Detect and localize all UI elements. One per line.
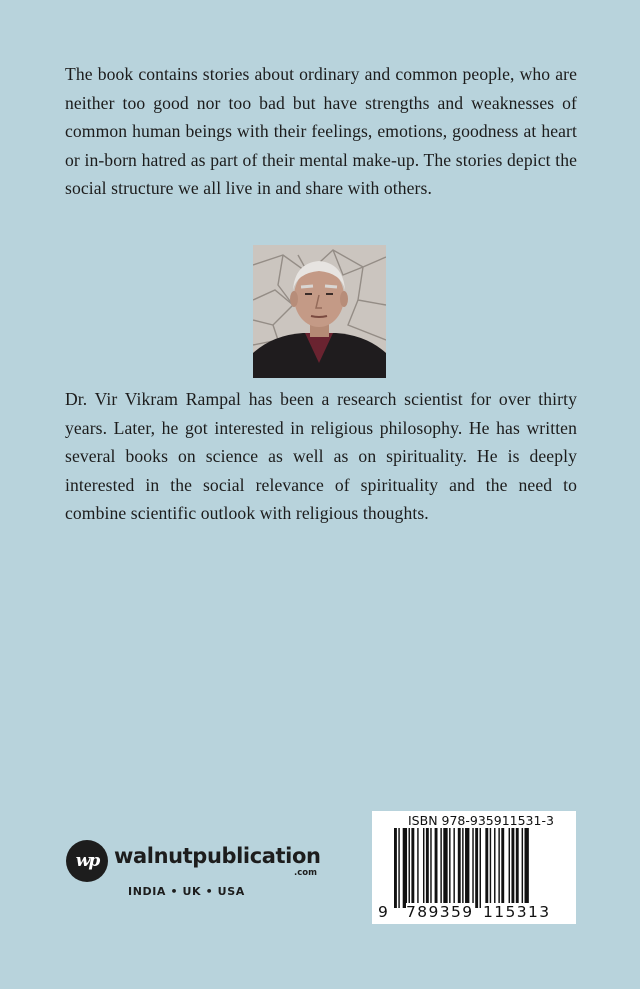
publisher-domain: .com <box>294 868 317 878</box>
barcode-digits-left: 789359 <box>406 903 474 921</box>
publisher-name: walnutpublication <box>114 844 321 868</box>
publisher-block <box>66 840 336 910</box>
publisher-logo-icon: wp <box>66 840 108 882</box>
publisher-locations: INDIA • UK • USA <box>128 885 245 898</box>
author-photo <box>253 245 386 378</box>
barcode-bars <box>394 828 568 908</box>
book-blurb: The book contains stories about ordinary and common people, who are neither too good nor too bad but have strengths and weaknesses of common human beings with their feelings, emotions, goodness at heart or in-born hatred as part of their mental make-up. The stories depict the social structure we all live in and share with others. <box>65 64 577 198</box>
isbn-label: ISBN 978-935911531-3 <box>408 813 554 828</box>
author-bio: Dr. Vir Vikram Rampal has been a research scientist for over thirty years. Later, he got interested in religious philosophy. He has written several books on science as well as on spirituality. He is deeply interested in the social relevance of spirituality and the need to combine scientific outlook with religious thoughts. <box>65 389 577 523</box>
barcode-digits-right: 115313 <box>483 903 551 921</box>
barcode-digit-first: 9 <box>378 903 390 921</box>
isbn-barcode <box>372 811 576 924</box>
